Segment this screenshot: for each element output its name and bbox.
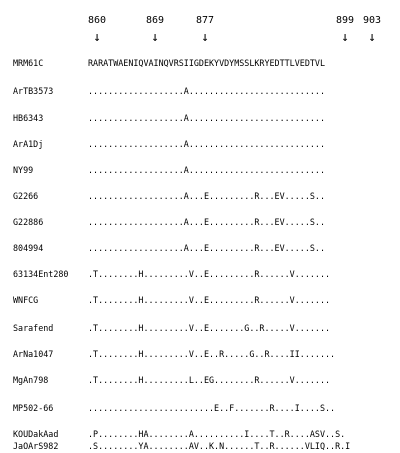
aligned-sequence: .T........H.........L..EG........R......V....... bbox=[88, 375, 331, 385]
alignment-row bbox=[13, 267, 330, 281]
aligned-sequence: ...................A...E.........R...EV.....S.. bbox=[88, 191, 325, 201]
aligned-sequence: ...................A...E.........R...EV.....S.. bbox=[88, 243, 325, 253]
strain-name: MP502-66 bbox=[13, 403, 54, 413]
alignment-row bbox=[13, 189, 325, 203]
strain-name: JaOArS982 bbox=[13, 440, 59, 451]
strain-name: MRM61C bbox=[13, 58, 44, 68]
reference-sequence: RARATWAENIQVAINQVRSIIGDEKYVDYMSSLKRYEDTTLVEDTVL bbox=[88, 58, 325, 68]
strain-name: MgAn798 bbox=[13, 375, 49, 385]
strain-name: NY99 bbox=[13, 165, 34, 175]
strain-name: HB6343 bbox=[13, 113, 44, 123]
alignment-row bbox=[13, 84, 325, 98]
position-arrow-icon: ↓ bbox=[93, 30, 101, 45]
strain-name: KOUDakAad bbox=[13, 429, 59, 439]
alignment-row bbox=[13, 111, 325, 125]
aligned-sequence: ...................A........................... bbox=[88, 113, 325, 123]
alignment-row bbox=[13, 241, 325, 255]
strain-name: G2266 bbox=[13, 191, 39, 201]
alignment-row bbox=[13, 401, 335, 415]
strain-name: WNFCG bbox=[13, 295, 39, 305]
strain-name: 63134Ent280 bbox=[13, 269, 69, 279]
strain-name: G22886 bbox=[13, 217, 44, 227]
aligned-sequence: ...................A........................... bbox=[88, 86, 325, 96]
aligned-sequence: .T........H.........V..E.......G..R.....V....... bbox=[88, 323, 331, 333]
strain-name: 804994 bbox=[13, 243, 44, 253]
position-label: 869 bbox=[145, 15, 165, 26]
alignment-row bbox=[13, 321, 330, 335]
aligned-sequence: .........................E..F.......R....I....S.. bbox=[88, 403, 336, 413]
aligned-sequence: .T........H.........V..E.........R......V....... bbox=[88, 295, 331, 305]
position-arrow-icon: ↓ bbox=[341, 30, 349, 45]
alignment-row bbox=[13, 373, 330, 387]
strain-name: Sarafend bbox=[13, 323, 54, 333]
position-label: 860 bbox=[87, 15, 107, 26]
strain-name: ArA1Dj bbox=[13, 139, 44, 149]
aligned-sequence: .T........H.........V..E..R.....G..R....II....... bbox=[88, 349, 336, 359]
alignment-row bbox=[13, 347, 335, 361]
alignment-row bbox=[13, 293, 330, 307]
aligned-sequence: ...................A...E.........R...EV.....S.. bbox=[88, 217, 325, 227]
strain-name: ArTB3573 bbox=[13, 86, 54, 96]
alignment-row bbox=[13, 215, 325, 229]
strain-name: ArNa1047 bbox=[13, 349, 54, 359]
aligned-sequence: ...................A........................... bbox=[88, 165, 325, 175]
alignment-row bbox=[13, 163, 325, 177]
aligned-sequence: ...................A........................... bbox=[88, 139, 325, 149]
position-label: 877 bbox=[195, 15, 215, 26]
position-label: 899 bbox=[335, 15, 355, 26]
aligned-sequence: .T........H.........V..E.........R......V....... bbox=[88, 269, 331, 279]
aligned-sequence: .S........YA........AV..K.N......T..R......VLIQ..R.I bbox=[88, 440, 351, 451]
position-arrow-icon: ↓ bbox=[368, 30, 376, 45]
aligned-sequence: .P........HA........A..........I....T..R....ASV..S. bbox=[88, 429, 346, 439]
position-label: 903 bbox=[362, 15, 382, 26]
alignment-row bbox=[13, 439, 350, 453]
position-arrow-icon: ↓ bbox=[151, 30, 159, 45]
reference-row bbox=[13, 56, 325, 70]
alignment-row bbox=[13, 137, 325, 151]
position-arrow-icon: ↓ bbox=[201, 30, 209, 45]
